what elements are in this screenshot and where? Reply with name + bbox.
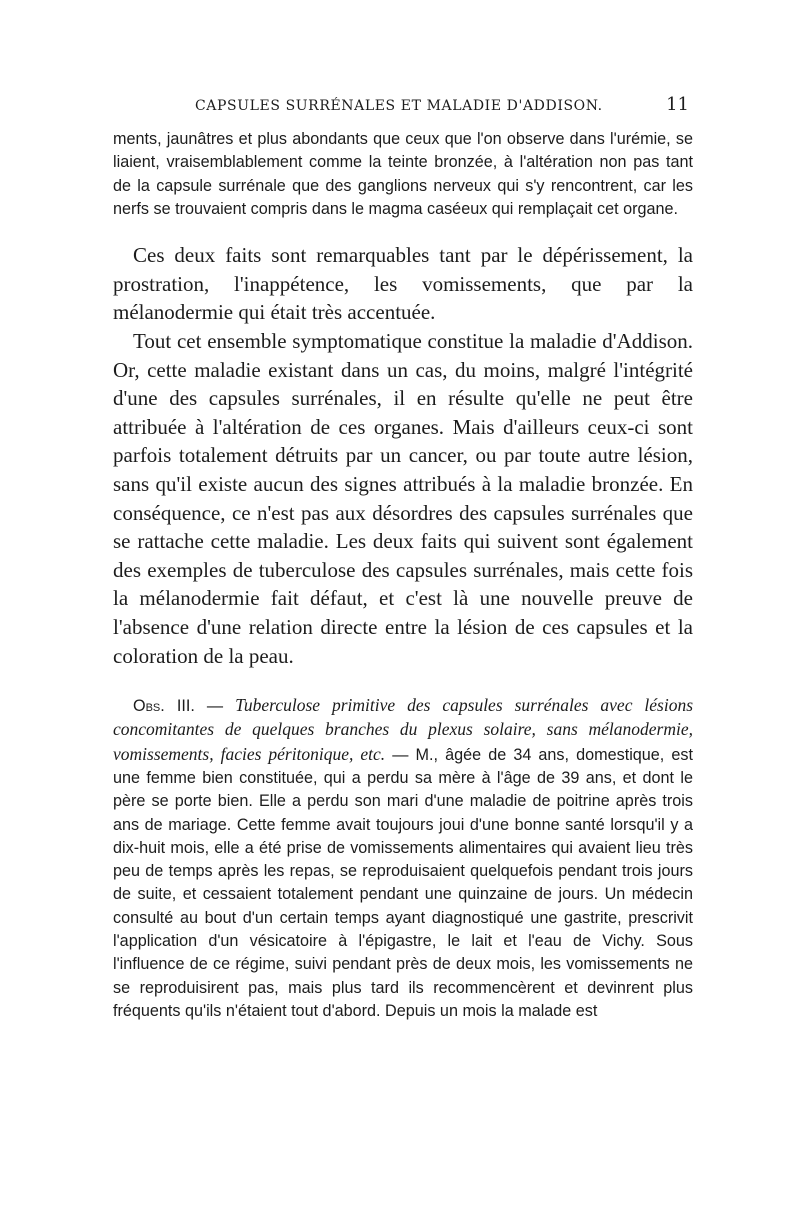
- page-number: 11: [666, 94, 689, 115]
- observation-text: — M., âgée de 34 ans, domestique, est une femme bien constituée, qui a perdu sa mère à l'âge de 39 ans, et dont le père se porte bien. Elle a perdu son mari d'une maladie de poitrine après trois ans de mariage. Cette femme avait toujours joui d'une bonne santé lorsqu'il y a dix-huit mois, elle a été prise de vomissements alimentaires qui avaient lieu très peu de temps après les repas, se reproduisaient quelquefois pendant trois jours de suite, et cessaient totalement pendant une quinzaine de jours. Un médecin consulté au bout d'un certain temps ayant diagnostiqué une gastrite, prescrivit l'application d'un vésicatoire à l'épigastre, le lait et l'eau de Vichy. Sous l'influence de ce régime, suivi pendant près de deux mois, les vomissements ne se reproduisirent pas, mais plus tard ils recommencèrent et devinrent plus fréquents qu'ils n'étaient tout d'abord. Depuis un mois la malade est: [113, 745, 693, 1020]
- observation-dash: —: [194, 697, 236, 716]
- paragraph-remarkable-facts: Ces deux faits sont remarquables tant par le dépérissement, la prostration, l'inappétence, les vomissements, que par la mélanodermie qui était très accentuée.: [113, 243, 693, 325]
- book-page: [113, 92, 693, 1023]
- paragraph-addison-disease: Tout cet ensemble symptomatique constitue la maladie d'Addison. Or, cette maladie existant dans un cas, du moins, malgré l'intégrité d'une des capsules surrénales, il en résulte qu'elle ne peut être attribuée à l'altération de ces organes. Mais d'ailleurs ceux-ci sont parfois totalement détruits par un cancer, ou par toute autre lésion, sans qu'il existe aucun des signes attribués à la maladie bronzée. En conséquence, ce n'est pas aux désordres des capsules surrénales que se rattache cette maladie. Les deux faits qui suivent sont également des exemples de tuberculose des capsules surrénales, mais cette fois la mélanodermie fait défaut, et c'est là une nouvelle preuve de l'absence d'une relation directe entre la lésion de ces capsules et la coloration de la peau.: [113, 328, 693, 668]
- observation-title: Tuberculose primitive des capsules surrénales avec lésions concomitantes de quelques branches du plexus solaire, sans mélanodermie, vomissements, facies péritonique, etc.: [113, 695, 694, 764]
- running-title: CAPSULES SURRÉNALES ET MALADIE D'ADDISON.: [195, 98, 603, 114]
- observation-label: Obs. III.: [133, 697, 195, 716]
- observation-paragraph: [113, 694, 693, 1023]
- page-header: [113, 92, 693, 122]
- paragraph-continuation: ments, jaunâtres et plus abondants que ceux que l'on observe dans l'urémie, se liaient, vraisemblablement comme la teinte bronzée, à l'altération non pas tant de la capsule surrénale que des ganglions nerveux qui s'y rencontrent, car les nerfs se trouvaient compris dans le magma caséeux qui remplaçait cet organe.: [113, 130, 693, 218]
